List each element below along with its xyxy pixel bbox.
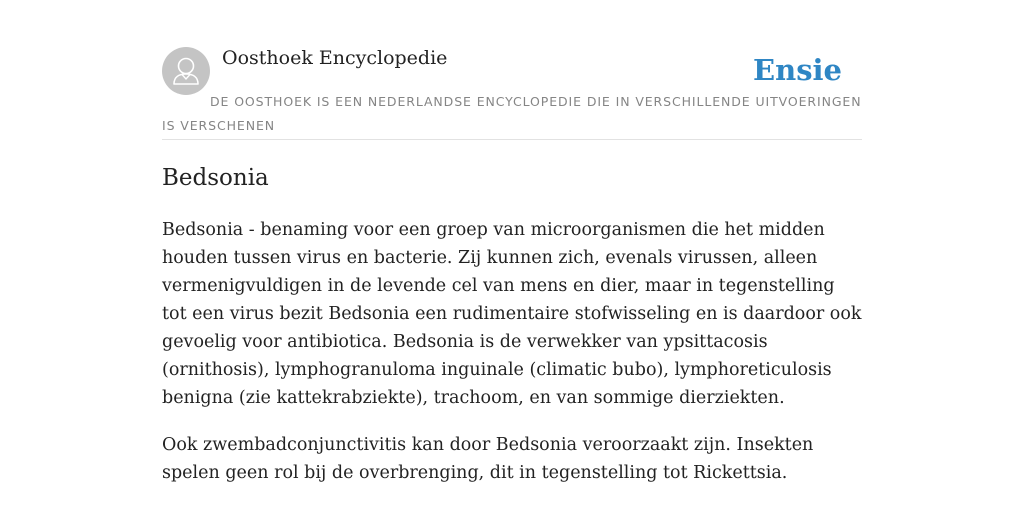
source-description: DE OOSTHOEK IS EEN NEDERLANDSE ENCYCLOPEDIE DIE IN VERSCHILLENDE UITVOERINGEN IS VERSCHENEN <box>162 94 862 133</box>
article-paragraph: Ook zwembadconjunctivitis kan door Bedsonia veroorzaakt zijn. Insekten spelen geen rol bij de overbrenging, dit in tegenstelling tot Rickettsia. <box>162 435 814 483</box>
article-body <box>162 216 862 506</box>
article-paragraph: Bedsonia - benaming voor een groep van microorganismen die het midden houden tussen virus en bacterie. Zij kunnen zich, evenals virussen, alleen vermenigvuldigen in de levende cel van mens en dier, maar in tegenstelling tot een virus bezit Bedsonia een rudimentaire stofwisseling en is daardoor ook gevoelig voor antibiotica. Bedsonia is de verwekker van ypsittacosis (ornithosis), lymphogranuloma inguinale (climatic bubo), lymphoreticulosis benigna (zie kattekrabziekte), trachoom, en van sommige dierziekten. <box>162 220 862 408</box>
article-title: Bedsonia <box>162 165 269 191</box>
source-name-link[interactable]: Oosthoek Encyclopedie <box>222 47 448 69</box>
source-header <box>162 0 862 140</box>
user-silhouette-icon <box>162 47 210 95</box>
page-container <box>162 0 862 483</box>
ensie-logo-link[interactable]: Ensie <box>753 53 842 87</box>
source-avatar[interactable] <box>162 47 210 95</box>
